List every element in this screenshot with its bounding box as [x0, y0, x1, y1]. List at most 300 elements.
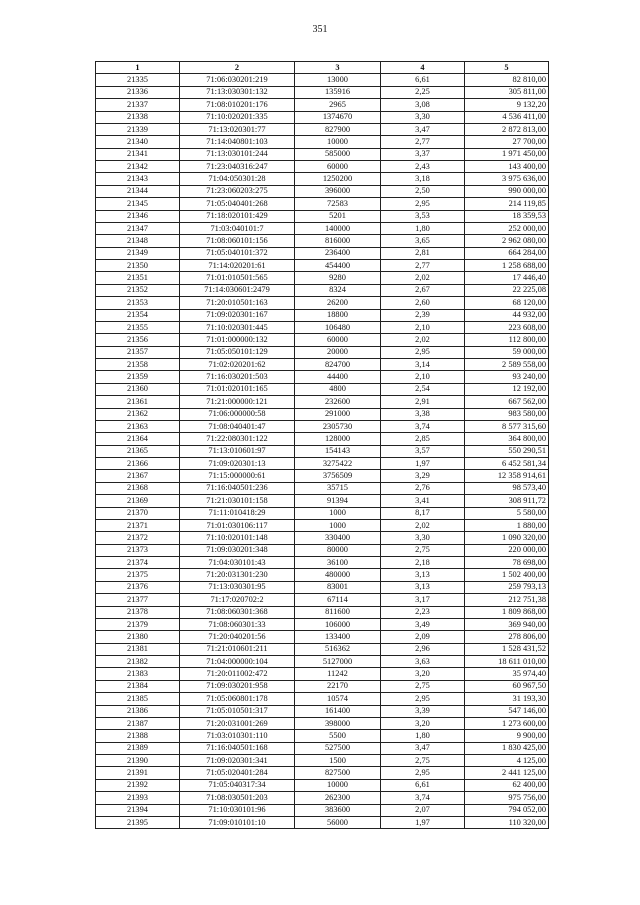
rate-cell: 1,80 [381, 730, 465, 742]
column-header-1: 1 [96, 62, 180, 74]
rate-cell: 1,97 [381, 816, 465, 828]
rate-cell: 3,14 [381, 359, 465, 371]
area-cell: 44400 [295, 371, 381, 383]
rate-cell: 2,02 [381, 334, 465, 346]
value-cell: 547 146,00 [465, 705, 549, 717]
area-cell: 330400 [295, 532, 381, 544]
area-cell: 816000 [295, 235, 381, 247]
row-number-cell: 21365 [96, 445, 180, 457]
rate-cell: 6,61 [381, 74, 465, 86]
table-row [96, 717, 549, 729]
row-number-cell: 21338 [96, 111, 180, 123]
cadastral-number-cell: 71:08:060301:33 [180, 618, 295, 630]
page-number: 351 [312, 24, 328, 35]
value-cell: 990 000,00 [465, 185, 549, 197]
rate-cell: 2,85 [381, 433, 465, 445]
area-cell: 35715 [295, 482, 381, 494]
value-cell: 59 000,00 [465, 346, 549, 358]
row-number-cell: 21377 [96, 594, 180, 606]
table-row [96, 581, 549, 593]
rate-cell: 2,23 [381, 606, 465, 618]
row-number-cell: 21352 [96, 284, 180, 296]
value-cell: 4 536 411,00 [465, 111, 549, 123]
row-number-cell: 21335 [96, 74, 180, 86]
row-number-cell: 21392 [96, 779, 180, 791]
table-row [96, 284, 549, 296]
cadastral-number-cell: 71:18:020101:429 [180, 210, 295, 222]
table-row [96, 606, 549, 618]
value-cell: 6 452 581,34 [465, 458, 549, 470]
value-cell: 983 580,00 [465, 408, 549, 420]
row-number-cell: 21387 [96, 717, 180, 729]
area-cell: 811600 [295, 606, 381, 618]
row-number-cell: 21361 [96, 396, 180, 408]
row-number-cell: 21339 [96, 123, 180, 135]
rate-cell: 2,18 [381, 557, 465, 569]
row-number-cell: 21343 [96, 173, 180, 185]
value-cell: 12 358 914,61 [465, 470, 549, 482]
value-cell: 68 120,00 [465, 297, 549, 309]
rate-cell: 2,81 [381, 247, 465, 259]
cadastral-number-cell: 71:09:020301:341 [180, 755, 295, 767]
area-cell: 3756509 [295, 470, 381, 482]
value-cell: 27 700,00 [465, 136, 549, 148]
table-row [96, 309, 549, 321]
row-number-cell: 21347 [96, 222, 180, 234]
area-cell: 1374670 [295, 111, 381, 123]
value-cell: 8 577 315,60 [465, 420, 549, 432]
area-cell: 398000 [295, 717, 381, 729]
table-row [96, 185, 549, 197]
table-row [96, 569, 549, 581]
value-cell: 1 809 868,00 [465, 606, 549, 618]
table-row [96, 594, 549, 606]
value-cell: 278 806,00 [465, 631, 549, 643]
column-header-5: 5 [465, 62, 549, 74]
row-number-cell: 21385 [96, 693, 180, 705]
rate-cell: 2,76 [381, 482, 465, 494]
cadastral-number-cell: 71:14:040801:103 [180, 136, 295, 148]
cadastral-number-cell: 71:13:030101:244 [180, 148, 295, 160]
table-row [96, 470, 549, 482]
row-number-cell: 21371 [96, 519, 180, 531]
row-number-cell: 21375 [96, 569, 180, 581]
area-cell: 5127000 [295, 656, 381, 668]
rate-cell: 2,43 [381, 161, 465, 173]
row-number-cell: 21353 [96, 297, 180, 309]
row-number-cell: 21366 [96, 458, 180, 470]
cadastral-number-cell: 71:03:040101:7 [180, 222, 295, 234]
rate-cell: 2,77 [381, 136, 465, 148]
value-cell: 9 900,00 [465, 730, 549, 742]
table-row [96, 643, 549, 655]
cadastral-number-cell: 71:05:040317:34 [180, 779, 295, 791]
area-cell: 72583 [295, 198, 381, 210]
table-row [96, 111, 549, 123]
rate-cell: 2,75 [381, 755, 465, 767]
row-number-cell: 21357 [96, 346, 180, 358]
area-cell: 585000 [295, 148, 381, 160]
value-cell: 364 800,00 [465, 433, 549, 445]
value-cell: 9 132,20 [465, 99, 549, 111]
row-number-cell: 21382 [96, 656, 180, 668]
table-row [96, 161, 549, 173]
cadastral-number-cell: 71:14:020201:61 [180, 260, 295, 272]
rate-cell: 2,60 [381, 297, 465, 309]
row-number-cell: 21381 [96, 643, 180, 655]
value-cell: 17 446,40 [465, 272, 549, 284]
cadastral-number-cell: 71:11:010418:29 [180, 507, 295, 519]
rate-cell: 2,75 [381, 544, 465, 556]
value-cell: 12 192,00 [465, 383, 549, 395]
area-cell: 80000 [295, 544, 381, 556]
area-cell: 60000 [295, 161, 381, 173]
value-cell: 2 441 125,00 [465, 767, 549, 779]
value-cell: 98 573,40 [465, 482, 549, 494]
value-cell: 3 975 636,00 [465, 173, 549, 185]
row-number-cell: 21364 [96, 433, 180, 445]
cadastral-number-cell: 71:22:080301:122 [180, 433, 295, 445]
area-cell: 383600 [295, 804, 381, 816]
row-number-cell: 21384 [96, 680, 180, 692]
cadastral-number-cell: 71:05:020401:284 [180, 767, 295, 779]
area-cell: 827900 [295, 123, 381, 135]
table-row [96, 86, 549, 98]
table-row [96, 334, 549, 346]
area-cell: 480000 [295, 569, 381, 581]
value-cell: 2 962 080,00 [465, 235, 549, 247]
cadastral-number-cell: 71:04:050301:28 [180, 173, 295, 185]
rate-cell: 3,63 [381, 656, 465, 668]
table-row [96, 680, 549, 692]
table-row [96, 557, 549, 569]
table-row [96, 198, 549, 210]
cadastral-number-cell: 71:13:030301:132 [180, 86, 295, 98]
cadastral-number-cell: 71:05:060801:178 [180, 693, 295, 705]
area-cell: 135916 [295, 86, 381, 98]
value-cell: 82 810,00 [465, 74, 549, 86]
rate-cell: 3,20 [381, 668, 465, 680]
table-row [96, 420, 549, 432]
column-header-3: 3 [295, 62, 381, 74]
table-row [96, 445, 549, 457]
row-number-cell: 21356 [96, 334, 180, 346]
column-header-2: 2 [180, 62, 295, 74]
rate-cell: 3,30 [381, 532, 465, 544]
value-cell: 223 608,00 [465, 321, 549, 333]
cadastral-number-cell: 71:13:030301:95 [180, 581, 295, 593]
area-cell: 1500 [295, 755, 381, 767]
cadastral-number-cell: 71:16:030201:503 [180, 371, 295, 383]
area-cell: 26200 [295, 297, 381, 309]
rate-cell: 2,09 [381, 631, 465, 643]
cadastral-number-cell: 71:21:010601:211 [180, 643, 295, 655]
table-row [96, 730, 549, 742]
row-number-cell: 21386 [96, 705, 180, 717]
table-row [96, 618, 549, 630]
cadastral-number-cell: 71:16:040501:168 [180, 742, 295, 754]
rate-cell: 2,54 [381, 383, 465, 395]
area-cell: 527500 [295, 742, 381, 754]
value-cell: 5 580,00 [465, 507, 549, 519]
cadastral-number-cell: 71:01:020101:165 [180, 383, 295, 395]
rate-cell: 3,47 [381, 742, 465, 754]
value-cell: 308 911,72 [465, 495, 549, 507]
table-row [96, 779, 549, 791]
value-cell: 305 811,00 [465, 86, 549, 98]
area-cell: 161400 [295, 705, 381, 717]
value-cell: 794 052,00 [465, 804, 549, 816]
cadastral-number-cell: 71:10:020201:335 [180, 111, 295, 123]
cadastral-number-cell: 71:09:030201:958 [180, 680, 295, 692]
rate-cell: 2,75 [381, 680, 465, 692]
rate-cell: 3,37 [381, 148, 465, 160]
table-row [96, 371, 549, 383]
row-number-cell: 21336 [96, 86, 180, 98]
rate-cell: 2,95 [381, 346, 465, 358]
row-number-cell: 21350 [96, 260, 180, 272]
area-cell: 396000 [295, 185, 381, 197]
area-cell: 5201 [295, 210, 381, 222]
table-row [96, 804, 549, 816]
rate-cell: 3,30 [381, 111, 465, 123]
row-number-cell: 21389 [96, 742, 180, 754]
row-number-cell: 21390 [96, 755, 180, 767]
area-cell: 91394 [295, 495, 381, 507]
cadastral-number-cell: 71:09:030201:348 [180, 544, 295, 556]
cadastral-number-cell: 71:04:030101:43 [180, 557, 295, 569]
table-row [96, 544, 549, 556]
table-row [96, 767, 549, 779]
rate-cell: 3,49 [381, 618, 465, 630]
rate-cell: 3,20 [381, 717, 465, 729]
rate-cell: 2,39 [381, 309, 465, 321]
cadastral-number-cell: 71:05:010501:317 [180, 705, 295, 717]
value-cell: 2 589 558,00 [465, 359, 549, 371]
cadastral-number-cell: 71:10:020301:445 [180, 321, 295, 333]
value-cell: 93 240,00 [465, 371, 549, 383]
value-cell: 1 502 400,00 [465, 569, 549, 581]
area-cell: 140000 [295, 222, 381, 234]
cadastral-number-cell: 71:13:010601:97 [180, 445, 295, 457]
cadastral-value-table [95, 61, 549, 829]
value-cell: 18 359,53 [465, 210, 549, 222]
rate-cell: 2,77 [381, 260, 465, 272]
row-number-cell: 21383 [96, 668, 180, 680]
table-row [96, 668, 549, 680]
table-row [96, 321, 549, 333]
table-row [96, 210, 549, 222]
area-cell: 262300 [295, 792, 381, 804]
table-row [96, 519, 549, 531]
rate-cell: 2,10 [381, 321, 465, 333]
row-number-cell: 21359 [96, 371, 180, 383]
area-cell: 22170 [295, 680, 381, 692]
cadastral-number-cell: 71:06:000000:58 [180, 408, 295, 420]
cadastral-number-cell: 71:09:020301:167 [180, 309, 295, 321]
value-cell: 975 756,00 [465, 792, 549, 804]
rate-cell: 3,13 [381, 569, 465, 581]
cadastral-number-cell: 71:23:040316:247 [180, 161, 295, 173]
area-cell: 67114 [295, 594, 381, 606]
cadastral-number-cell: 71:05:040101:372 [180, 247, 295, 259]
rate-cell: 3,29 [381, 470, 465, 482]
row-number-cell: 21355 [96, 321, 180, 333]
rate-cell: 2,95 [381, 767, 465, 779]
area-cell: 60000 [295, 334, 381, 346]
value-cell: 78 698,00 [465, 557, 549, 569]
cadastral-number-cell: 71:08:060301:368 [180, 606, 295, 618]
value-cell: 220 000,00 [465, 544, 549, 556]
row-number-cell: 21394 [96, 804, 180, 816]
row-number-cell: 21363 [96, 420, 180, 432]
cadastral-number-cell: 71:09:010101:10 [180, 816, 295, 828]
table-row [96, 297, 549, 309]
value-cell: 1 258 688,00 [465, 260, 549, 272]
area-cell: 824700 [295, 359, 381, 371]
rate-cell: 2,96 [381, 643, 465, 655]
rate-cell: 2,95 [381, 198, 465, 210]
cadastral-number-cell: 71:01:010501:565 [180, 272, 295, 284]
table-row [96, 222, 549, 234]
rate-cell: 3,41 [381, 495, 465, 507]
rate-cell: 2,25 [381, 86, 465, 98]
rate-cell: 2,67 [381, 284, 465, 296]
cadastral-number-cell: 71:17:020702:2 [180, 594, 295, 606]
rate-cell: 3,08 [381, 99, 465, 111]
cadastral-number-cell: 71:20:011002:472 [180, 668, 295, 680]
area-cell: 1000 [295, 507, 381, 519]
row-number-cell: 21348 [96, 235, 180, 247]
row-number-cell: 21374 [96, 557, 180, 569]
row-number-cell: 21368 [96, 482, 180, 494]
rate-cell: 3,74 [381, 420, 465, 432]
table-row [96, 755, 549, 767]
row-number-cell: 21354 [96, 309, 180, 321]
row-number-cell: 21340 [96, 136, 180, 148]
area-cell: 1000 [295, 519, 381, 531]
table-row [96, 532, 549, 544]
row-number-cell: 21345 [96, 198, 180, 210]
cadastral-number-cell: 71:08:040401:47 [180, 420, 295, 432]
rate-cell: 3,17 [381, 594, 465, 606]
cadastral-number-cell: 71:05:050101:129 [180, 346, 295, 358]
cadastral-number-cell: 71:05:040401:268 [180, 198, 295, 210]
table-row [96, 346, 549, 358]
area-cell: 20000 [295, 346, 381, 358]
table-row [96, 123, 549, 135]
area-cell: 133400 [295, 631, 381, 643]
rate-cell: 2,10 [381, 371, 465, 383]
cadastral-number-cell: 71:08:010201:176 [180, 99, 295, 111]
rate-cell: 3,18 [381, 173, 465, 185]
area-cell: 128000 [295, 433, 381, 445]
value-cell: 212 751,38 [465, 594, 549, 606]
row-number-cell: 21373 [96, 544, 180, 556]
value-cell: 35 974,40 [465, 668, 549, 680]
table-row [96, 136, 549, 148]
area-cell: 1250200 [295, 173, 381, 185]
area-cell: 4800 [295, 383, 381, 395]
table-row [96, 705, 549, 717]
table-row [96, 631, 549, 643]
row-number-cell: 21341 [96, 148, 180, 160]
cadastral-number-cell: 71:14:030601:2479 [180, 284, 295, 296]
rate-cell: 3,38 [381, 408, 465, 420]
table-row [96, 359, 549, 371]
cadastral-number-cell: 71:08:030501:203 [180, 792, 295, 804]
cadastral-number-cell: 71:23:060203:275 [180, 185, 295, 197]
cadastral-number-cell: 71:08:060101:156 [180, 235, 295, 247]
table-row [96, 247, 549, 259]
area-cell: 3275422 [295, 458, 381, 470]
value-cell: 214 119,85 [465, 198, 549, 210]
value-cell: 143 400,00 [465, 161, 549, 173]
rate-cell: 3,39 [381, 705, 465, 717]
area-cell: 36100 [295, 557, 381, 569]
table-row [96, 260, 549, 272]
table-row [96, 235, 549, 247]
area-cell: 2305730 [295, 420, 381, 432]
area-cell: 11242 [295, 668, 381, 680]
value-cell: 110 320,00 [465, 816, 549, 828]
table-row [96, 495, 549, 507]
area-cell: 232600 [295, 396, 381, 408]
cadastral-number-cell: 71:10:030101:96 [180, 804, 295, 816]
area-cell: 516362 [295, 643, 381, 655]
cadastral-number-cell: 71:01:000000:132 [180, 334, 295, 346]
table-row [96, 173, 549, 185]
value-cell: 1 830 425,00 [465, 742, 549, 754]
cadastral-number-cell: 71:20:010501:163 [180, 297, 295, 309]
table-row [96, 792, 549, 804]
rate-cell: 2,07 [381, 804, 465, 816]
table-row [96, 693, 549, 705]
rate-cell: 2,50 [381, 185, 465, 197]
area-cell: 291000 [295, 408, 381, 420]
rate-cell: 2,95 [381, 693, 465, 705]
value-cell: 22 225,08 [465, 284, 549, 296]
cadastral-number-cell: 71:16:040501:236 [180, 482, 295, 494]
value-cell: 62 400,00 [465, 779, 549, 791]
row-number-cell: 21346 [96, 210, 180, 222]
table-row [96, 74, 549, 86]
value-cell: 252 000,00 [465, 222, 549, 234]
area-cell: 106480 [295, 321, 381, 333]
table-row [96, 99, 549, 111]
rate-cell: 2,02 [381, 519, 465, 531]
value-cell: 259 793,13 [465, 581, 549, 593]
rate-cell: 3,74 [381, 792, 465, 804]
table-row [96, 507, 549, 519]
cadastral-number-cell: 71:21:030101:158 [180, 495, 295, 507]
value-cell: 1 090 320,00 [465, 532, 549, 544]
row-number-cell: 21376 [96, 581, 180, 593]
table-row [96, 408, 549, 420]
rate-cell: 3,57 [381, 445, 465, 457]
row-number-cell: 21358 [96, 359, 180, 371]
value-cell: 369 940,00 [465, 618, 549, 630]
cadastral-number-cell: 71:20:040201:56 [180, 631, 295, 643]
rate-cell: 2,91 [381, 396, 465, 408]
area-cell: 454400 [295, 260, 381, 272]
value-cell: 1 971 450,00 [465, 148, 549, 160]
value-cell: 1 528 431,52 [465, 643, 549, 655]
row-number-cell: 21393 [96, 792, 180, 804]
value-cell: 18 611 010,00 [465, 656, 549, 668]
row-number-cell: 21351 [96, 272, 180, 284]
area-cell: 154143 [295, 445, 381, 457]
